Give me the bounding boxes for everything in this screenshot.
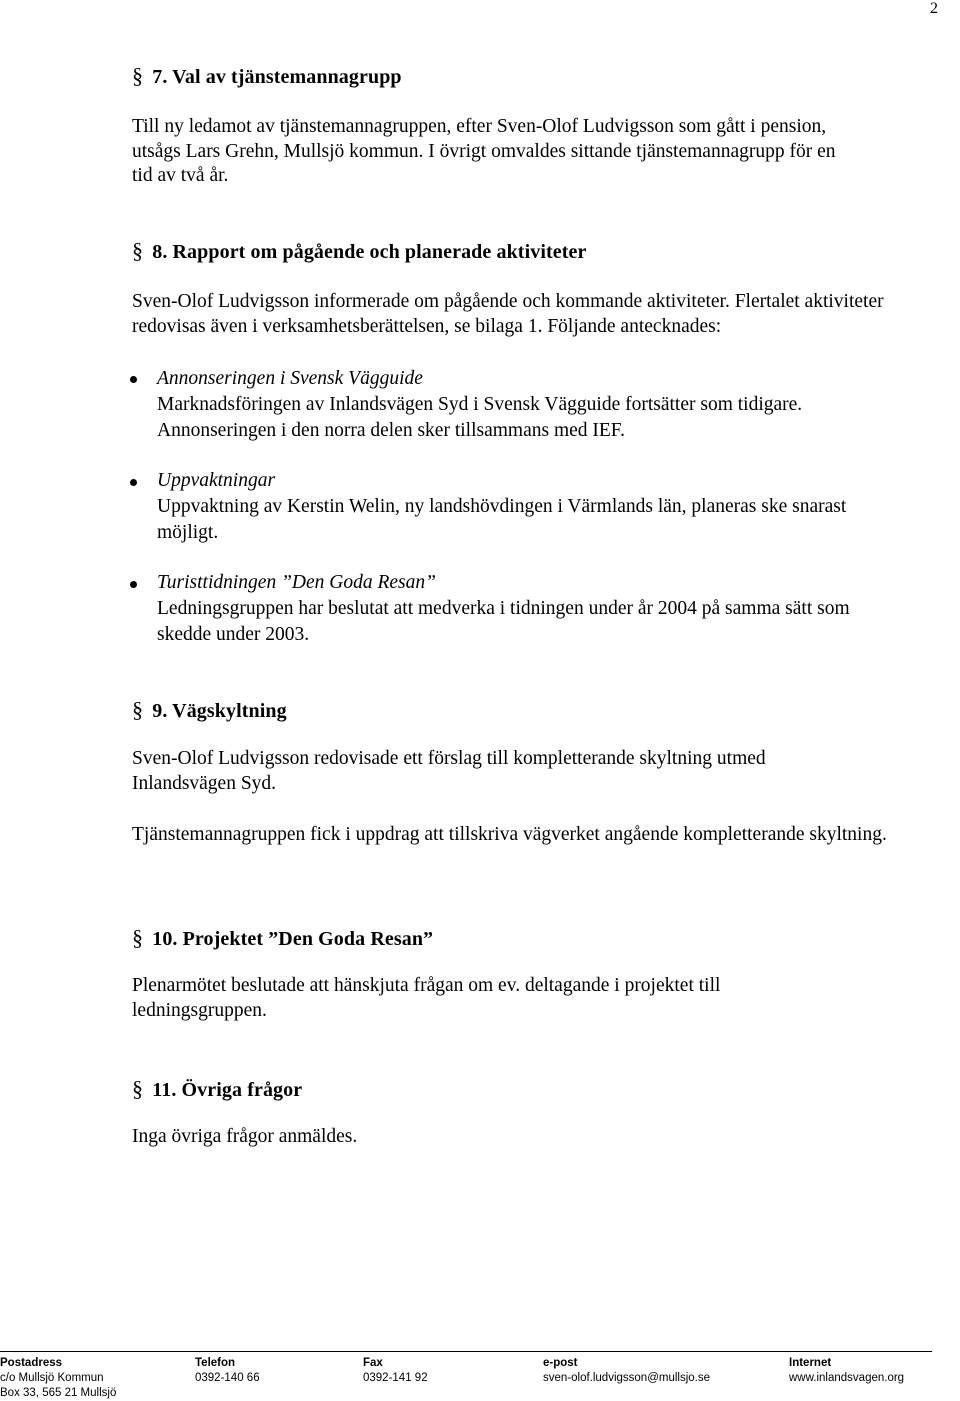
section-8-title: 8. Rapport om pågående och planerade aktiviteter xyxy=(152,241,587,263)
footer-epost-value: sven-olof.ludvigsson@mullsjo.se xyxy=(543,1372,710,1384)
bullet-icon xyxy=(130,479,137,486)
footer-fax xyxy=(363,1356,428,1386)
footer-internet-value: www.inlandsvagen.org xyxy=(789,1372,905,1384)
footer-epost-label: e-post xyxy=(543,1357,578,1369)
section-11-title: 11. Övriga frågor xyxy=(152,1079,303,1101)
section-9-paragraph-1: Sven-Olof Ludvigsson redovisade ett förslag till kompletterande skyltning utmed Inlandsvägen Syd. xyxy=(132,748,766,794)
section-symbol: § xyxy=(132,697,144,722)
footer-divider xyxy=(0,1351,932,1352)
section-11-heading xyxy=(132,1076,302,1102)
footer-internet-label: Internet xyxy=(789,1357,832,1369)
footer-internet xyxy=(789,1356,904,1386)
section-7-heading xyxy=(132,63,402,89)
section-10-title: 10. Projektet ”Den Goda Resan” xyxy=(152,928,434,950)
footer-postadress-label: Postadress xyxy=(0,1357,63,1369)
footer-postadress xyxy=(0,1356,116,1401)
footer-telefon-label: Telefon xyxy=(195,1357,236,1369)
footer-telefon xyxy=(195,1356,260,1386)
page-number: 2 xyxy=(930,0,938,17)
section-symbol: § xyxy=(132,925,144,950)
footer-postadress-line2: Box 33, 565 21 Mullsjö xyxy=(0,1387,117,1399)
bullet-icon xyxy=(130,376,137,383)
section-11-paragraph: Inga övriga frågor anmäldes. xyxy=(132,1126,358,1147)
footer-fax-label: Fax xyxy=(363,1357,383,1369)
section-9-paragraph-2: Tjänstemannagruppen fick i uppdrag att tillskriva vägverket angående kompletterande skyltning. xyxy=(132,824,887,845)
footer-fax-value: 0392-141 92 xyxy=(363,1372,428,1384)
section-symbol: § xyxy=(132,63,144,88)
footer-epost xyxy=(543,1356,710,1386)
section-7-title: 7. Val av tjänstemannagrupp xyxy=(152,66,402,88)
footer-postadress-line1: c/o Mullsjö Kommun xyxy=(0,1372,104,1384)
section-8-heading xyxy=(132,238,586,264)
bullet-2-body: Uppvaktning av Kerstin Welin, ny landshövdingen i Värmlands län, planeras ske snarast möjligt. xyxy=(157,496,847,543)
section-symbol: § xyxy=(132,238,144,263)
bullet-3-title: Turisttidningen ”Den Goda Resan” xyxy=(157,572,436,593)
section-9-title: 9. Vägskyltning xyxy=(152,700,287,722)
section-9-heading xyxy=(132,697,287,723)
section-10-heading xyxy=(132,925,433,951)
bullet-3-body: Ledningsgruppen har beslutat att medverka i tidningen under år 2004 på samma sätt som skedde under 2003. xyxy=(157,598,850,645)
section-10-paragraph: Plenarmötet beslutade att hänskjuta frågan om ev. deltagande i projektet till ledningsgruppen. xyxy=(132,975,721,1021)
bullet-1-title: Annonseringen i Svensk Vägguide xyxy=(157,368,423,389)
bullet-2-title: Uppvaktningar xyxy=(157,470,276,491)
section-symbol: § xyxy=(132,1076,144,1101)
section-8-paragraph: Sven-Olof Ludvigsson informerade om pågående och kommande aktiviteter. Flertalet aktiviteter redovisas även i verksamhetsberättelsen, se bilaga 1. Följande antecknades: xyxy=(132,291,884,337)
footer-telefon-value: 0392-140 66 xyxy=(195,1372,260,1384)
section-7-paragraph: Till ny ledamot av tjänstemannagruppen, efter Sven-Olof Ludvigsson som gått i pension, utsågs Lars Grehn, Mullsjö kommun. I övrigt omvaldes sittande tjänstemannagrupp för en tid av två år. xyxy=(132,116,836,186)
bullet-1-body: Marknadsföringen av Inlandsvägen Syd i Svensk Vägguide fortsätter som tidigare. Annonseringen i den norra delen sker tillsammans med IEF. xyxy=(157,394,803,441)
bullet-icon xyxy=(130,581,137,588)
